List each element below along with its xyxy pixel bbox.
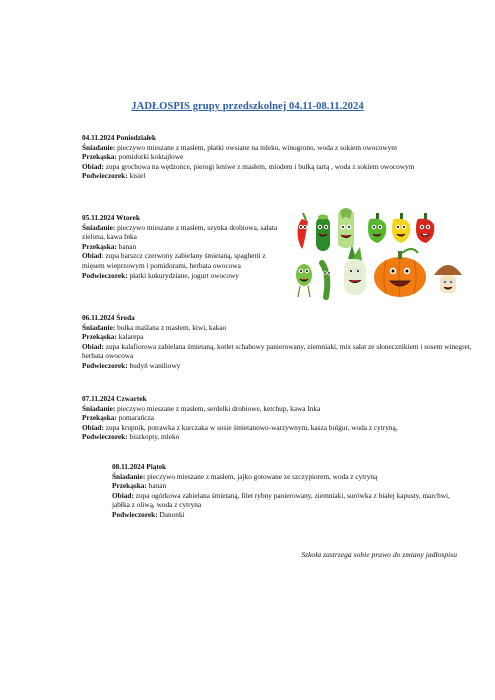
afternoon-snack-text: biszkopty, mleko bbox=[127, 432, 180, 442]
lunch-text: zupa krupnik, potrawka z kurczaka w sosie śmietanowo-warzywnym, kasza bulgur, woda z cytryną, bbox=[103, 422, 398, 432]
snack-label: Przekąska: bbox=[82, 332, 117, 342]
afternoon-snack-line bbox=[82, 361, 472, 371]
afternoon-snack-label: Podwieczorek: bbox=[82, 171, 128, 181]
snack-text: pomidorki koktajlowe bbox=[116, 152, 184, 162]
snack-label: Przekąska: bbox=[82, 241, 117, 251]
day-wednesday bbox=[82, 313, 472, 371]
day-header: 05.11.2024 Wtorek bbox=[82, 213, 140, 222]
lunch-label: Obiad: bbox=[82, 341, 104, 351]
yellow-pepper-icon bbox=[392, 213, 410, 243]
day-thursday bbox=[82, 394, 474, 442]
afternoon-snack-line bbox=[82, 171, 467, 181]
breakfast-line bbox=[82, 323, 472, 333]
afternoon-snack-text: budyń waniliowy bbox=[127, 360, 181, 370]
day-tuesday bbox=[82, 213, 282, 280]
afternoon-snack-label: Podwieczorek: bbox=[82, 360, 128, 370]
snack-line bbox=[82, 152, 467, 162]
afternoon-snack-label: Podwieczorek: bbox=[82, 432, 128, 442]
afternoon-snack-line bbox=[112, 510, 467, 520]
pumpkin-icon bbox=[374, 249, 426, 297]
menu-title: JADŁOSPIS grupy przedszkolnej 04.11-08.11.2024 bbox=[131, 101, 364, 112]
day-monday bbox=[82, 133, 467, 181]
cartoon-vegetables-icon bbox=[290, 205, 470, 307]
breakfast-label: Śniadanie: bbox=[82, 403, 116, 413]
breakfast-line bbox=[82, 404, 474, 414]
disclaimer-note: Szkoła zastrzega sobie prawo do zmiany jadłospisu bbox=[301, 550, 457, 559]
lunch-text: zupa kalafiorowa zabielana śmietaną, kotlet schabowy panierowany, ziemniaki, mix sałat ze słonecznikiem i sosem winegret, herbata owocowa bbox=[82, 341, 472, 361]
snack-line bbox=[82, 332, 472, 342]
afternoon-snack-line bbox=[82, 432, 474, 442]
lettuce-icon bbox=[338, 208, 354, 248]
afternoon-snack-text: kisiel bbox=[127, 171, 146, 181]
cucumber-icon bbox=[316, 215, 330, 252]
snack-label: Przekąska: bbox=[112, 481, 147, 491]
lunch-line bbox=[82, 251, 282, 270]
breakfast-label: Śniadanie: bbox=[82, 222, 116, 232]
snack-text: banan bbox=[116, 241, 137, 251]
chili-pepper-icon bbox=[298, 213, 309, 249]
lunch-label: Obiad: bbox=[82, 422, 104, 432]
day-header: 06.11.2024 Środa bbox=[82, 313, 135, 322]
lunch-text: zupa grochowa na wędzonce, pierogi leniwe z masłem, miodem i bułką tartą , woda z sokiem owocowym bbox=[103, 161, 415, 171]
snack-text: kalarepa bbox=[116, 332, 144, 342]
breakfast-text: pieczywo mieszane z masłem, jajko gotowane ze szczypiorem, woda z cytryną bbox=[145, 471, 378, 481]
leek-icon bbox=[344, 245, 366, 295]
red-pepper-icon bbox=[416, 213, 434, 243]
green-bean-icon bbox=[322, 263, 331, 297]
breakfast-label: Śniadanie: bbox=[82, 322, 116, 332]
lunch-line bbox=[82, 162, 467, 172]
afternoon-snack-text: płatki kukurydziane, jogurt owocowy bbox=[127, 270, 239, 280]
day-friday bbox=[112, 462, 467, 520]
green-pepper-icon bbox=[368, 213, 386, 243]
afternoon-snack-label: Podwieczorek: bbox=[82, 270, 128, 280]
breakfast-line bbox=[82, 223, 282, 242]
mushroom-icon bbox=[434, 265, 462, 293]
breakfast-text: pieczywo mieszane z masłem, płatki owsiane na mleku, winogrono, woda z sokiem owocowym bbox=[115, 142, 397, 152]
breakfast-text: pieczywo mieszane z masłem, serdelki drobiowe, ketchup, kawa Inka bbox=[115, 403, 321, 413]
snack-text: pomarańcza bbox=[116, 413, 154, 423]
lunch-label: Obiad: bbox=[82, 161, 104, 171]
breakfast-text: bułka maślana z masłem, kiwi, kakao bbox=[115, 322, 227, 332]
lunch-text: zupa ogórkowa zabielana śmietaną, filet rybny panierowany, ziemniaki, surówka z białej kapusty, marchwi, jabłka z oliwą, woda z cytryna bbox=[112, 490, 450, 510]
snack-line bbox=[82, 413, 474, 423]
snack-line bbox=[112, 481, 467, 491]
snack-line bbox=[82, 242, 282, 252]
lunch-line bbox=[82, 423, 474, 433]
snack-text: banan bbox=[146, 481, 167, 491]
lunch-text: : zupa barszcz czerwony zabielany śmietaną, spaghetti z mięsem wieprzowym i pomidorami, herbata owocowa bbox=[82, 251, 266, 270]
breakfast-line bbox=[82, 143, 467, 153]
lunch-line bbox=[112, 491, 467, 510]
lunch-label: Obiad: bbox=[112, 490, 134, 500]
lunch-line bbox=[82, 342, 472, 361]
lunch-label: Obiad bbox=[82, 251, 102, 261]
afternoon-snack-line bbox=[82, 271, 282, 281]
day-header: 04.11.2024 Poniedziałek bbox=[82, 133, 156, 142]
snack-label: Przekąska: bbox=[82, 413, 117, 423]
pea-pod-icon bbox=[296, 264, 312, 297]
breakfast-text: pieczywo mieszane z masłem, szynka drobiowa, sałata zielona, kawa Inka bbox=[82, 222, 278, 242]
breakfast-label: Śniadanie: bbox=[82, 142, 116, 152]
afternoon-snack-text: Danonki bbox=[157, 509, 185, 519]
breakfast-line bbox=[112, 472, 467, 482]
afternoon-snack-label: Podwieczorek: bbox=[112, 509, 158, 519]
snack-label: Przekąska: bbox=[82, 152, 117, 162]
day-header: 07.11.2024 Czwartek bbox=[82, 394, 147, 403]
day-header: 08.11.2024 Piątek bbox=[112, 462, 167, 471]
breakfast-label: Śniadanie: bbox=[112, 471, 146, 481]
